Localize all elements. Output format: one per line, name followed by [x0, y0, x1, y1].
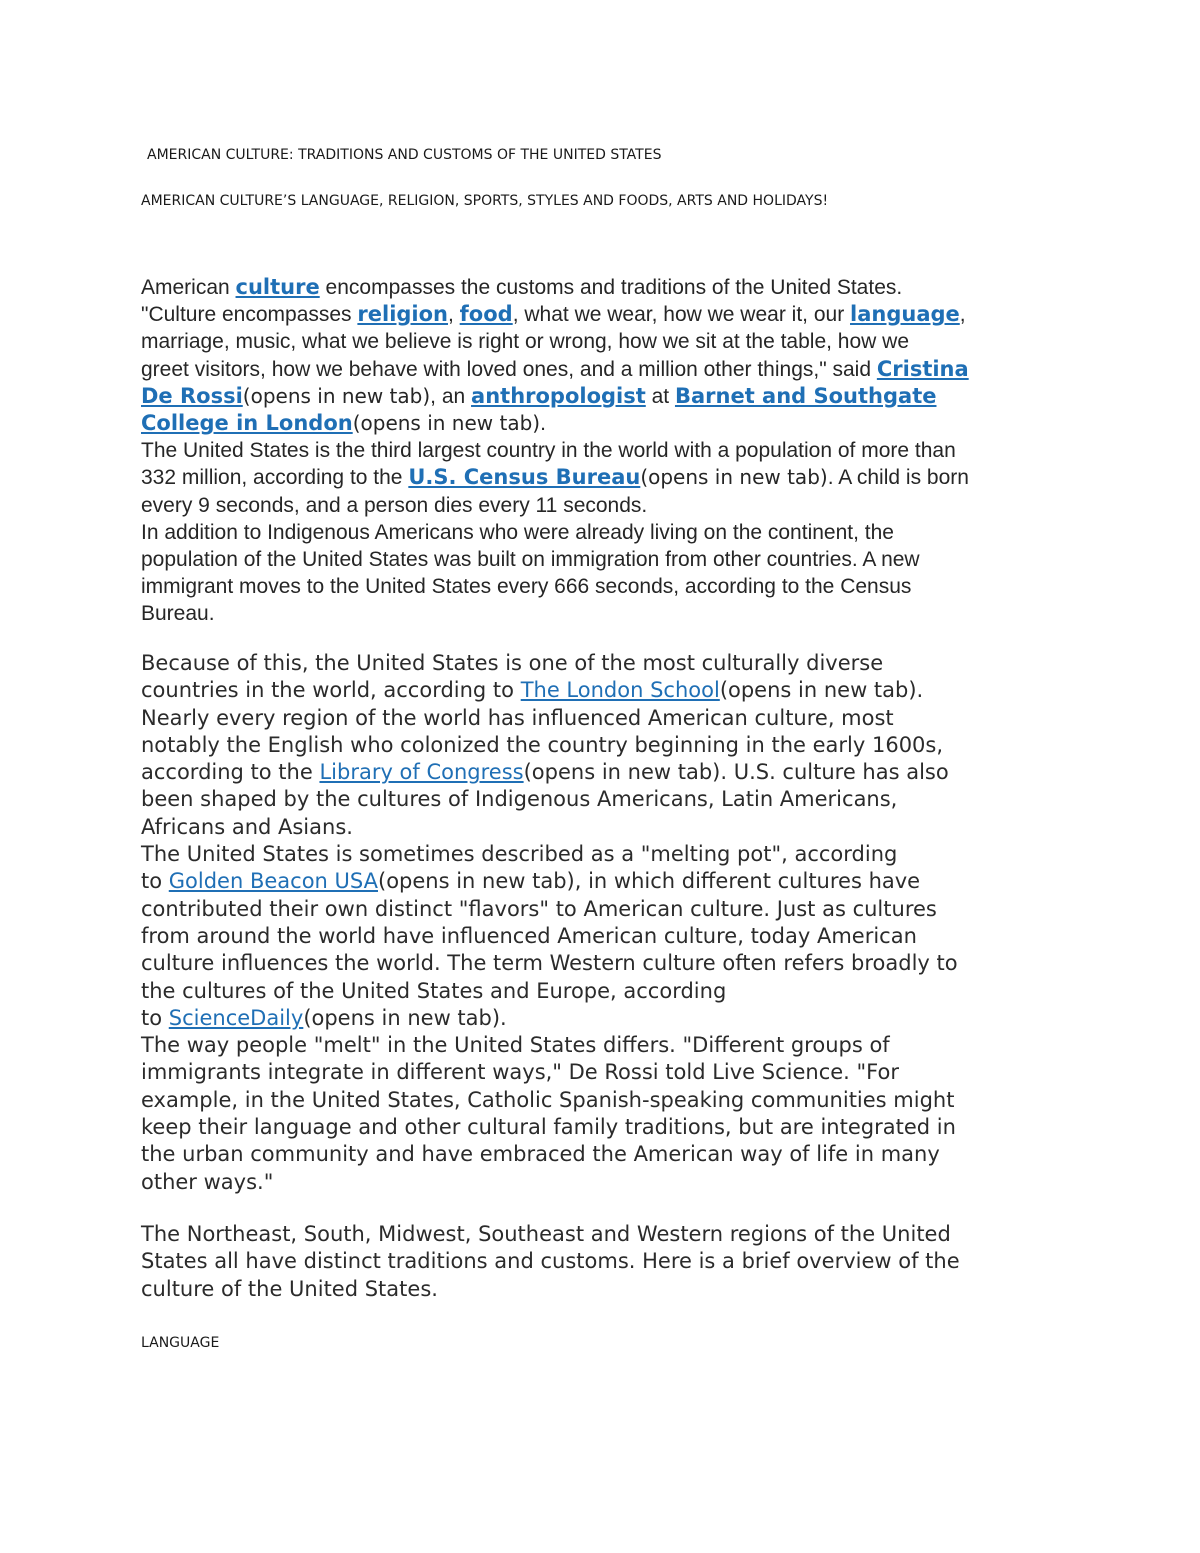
text-line: every 9 seconds, and a person dies every 11 seconds.: [141, 493, 648, 517]
text-line: contributed their own distinct "flavors" to American culture. Just as cultures: [141, 896, 937, 921]
link-cristina-de-rossi-cont[interactable]: De Rossi: [141, 383, 243, 408]
text-run: American: [141, 276, 236, 299]
text-line: The Northeast, South, Midwest, Southeast and Western regions of the United: [141, 1222, 951, 1246]
text-line: [141, 356, 1066, 383]
link-sciencedaily[interactable]: ScienceDaily: [168, 1005, 304, 1030]
text-run: greet visitors, how we behave with loved ones, and a million other things," said: [141, 357, 877, 381]
link-london-school[interactable]: The London School: [520, 678, 720, 703]
text-run: ,: [448, 303, 460, 327]
text-run: to: [141, 1005, 169, 1030]
text-line: [141, 1005, 1066, 1032]
text-line: marriage, music, what we believe is right or wrong, how we sit at the table, how we: [141, 330, 910, 354]
text-line: from around the world have influenced American culture, today American: [141, 923, 917, 948]
text-line: the urban community and have embraced the American way of life in many: [141, 1142, 940, 1167]
new-tab-note: (opens in new tab): [640, 465, 828, 490]
text-line: Bureau.: [141, 602, 215, 626]
link-food[interactable]: food: [459, 302, 513, 327]
text-line: [141, 464, 1066, 491]
text-line: [141, 868, 1066, 895]
link-language[interactable]: language: [850, 302, 960, 327]
document-subtitle: AMERICAN CULTURE’S LANGUAGE, RELIGION, SPORTS, STYLES AND FOODS, ARTS AND HOLIDAYS!: [141, 193, 829, 209]
link-anthropologist[interactable]: anthropologist: [471, 383, 646, 408]
diversity-paragraph: [141, 650, 1066, 1196]
link-census-bureau[interactable]: U.S. Census Bureau: [408, 465, 641, 490]
text-run: ,: [959, 303, 966, 327]
text-run: (opens in new tab).: [719, 678, 924, 703]
link-golden-beacon-usa[interactable]: Golden Beacon USA: [168, 869, 378, 894]
text-run: "Culture encompasses: [141, 303, 358, 327]
text-line: In addition to Indigenous Americans who were already living on the continent, the: [141, 520, 894, 544]
text-line: culture of the United States.: [141, 1276, 438, 1301]
text-line: immigrant moves to the United States every 666 seconds, according to the Census: [141, 575, 912, 599]
text-run: .: [540, 412, 546, 436]
text-line: immigrants integrate in different ways," De Rossi told Live Science. "For: [141, 1060, 899, 1085]
text-run: at: [645, 384, 675, 408]
document-title: AMERICAN CULTURE: TRADITIONS AND CUSTOMS OF THE UNITED STATES: [147, 147, 662, 163]
text-line: [141, 677, 1066, 704]
link-barnet-southgate-cont[interactable]: College in London: [141, 411, 353, 436]
text-run: (opens in new tab). U.S. culture has also: [523, 760, 949, 785]
text-line: population of the United States was built on immigration from other countries. A new: [141, 548, 920, 572]
text-line: [141, 410, 1066, 437]
text-run: countries in the world, according to: [141, 678, 521, 703]
text-line: culture influences the world. The term Western culture often refers broadly to: [141, 951, 958, 976]
new-tab-note: (opens in new tab): [352, 411, 541, 436]
link-culture[interactable]: culture: [235, 275, 320, 299]
text-line: other ways.": [141, 1169, 274, 1194]
text-line: States all have distinct traditions and customs. Here is a brief overview of the: [141, 1249, 960, 1274]
text-run: (opens in new tab).: [303, 1005, 507, 1030]
link-library-of-congress[interactable]: Library of Congress: [319, 760, 524, 785]
text-line: notably the English who colonized the country beginning in the early 1600s,: [141, 732, 944, 757]
text-line: example, in the United States, Catholic Spanish-speaking communities might: [141, 1087, 955, 1112]
text-run: (opens in new tab), in which different cultures have: [378, 869, 921, 894]
text-line: The United States is sometimes described as a "melting pot", according: [141, 842, 898, 867]
text-line: [141, 759, 1066, 786]
text-run: according to the: [141, 760, 320, 785]
text-line: Because of this, the United States is one of the most culturally diverse: [141, 651, 884, 675]
text-run: , what we wear, how we wear it, our: [512, 303, 851, 327]
text-line: The way people "melt" in the United States differs. "Different groups of: [141, 1033, 890, 1058]
section-heading-language: LANGUAGE: [141, 1335, 220, 1351]
text-run: , an: [430, 384, 472, 408]
link-religion[interactable]: religion: [357, 302, 448, 327]
text-line: [141, 274, 1066, 301]
text-run: to: [141, 869, 169, 894]
intro-paragraph: [141, 274, 1066, 628]
text-line: [141, 301, 1066, 328]
text-run: 332 million, according to the: [141, 466, 409, 490]
text-line: [141, 383, 1066, 410]
text-line: Africans and Asians.: [141, 814, 353, 839]
text-line: Nearly every region of the world has influenced American culture, most: [141, 705, 894, 730]
text-line: been shaped by the cultures of Indigenous Americans, Latin Americans,: [141, 787, 898, 812]
text-run: . A child is born: [827, 466, 969, 490]
text-run: encompasses the customs and traditions of the United States.: [319, 276, 903, 299]
regions-paragraph: [141, 1221, 1066, 1303]
link-cristina-de-rossi[interactable]: Cristina: [876, 356, 969, 381]
link-barnet-southgate[interactable]: Barnet and Southgate: [674, 383, 937, 408]
text-line: the cultures of the United States and Europe, according: [141, 978, 727, 1003]
text-line: The United States is the third largest country in the world with a population of more than: [141, 439, 956, 463]
new-tab-note: (opens in new tab): [242, 383, 431, 408]
text-line: keep their language and other cultural family traditions, but are integrated in: [141, 1115, 956, 1140]
